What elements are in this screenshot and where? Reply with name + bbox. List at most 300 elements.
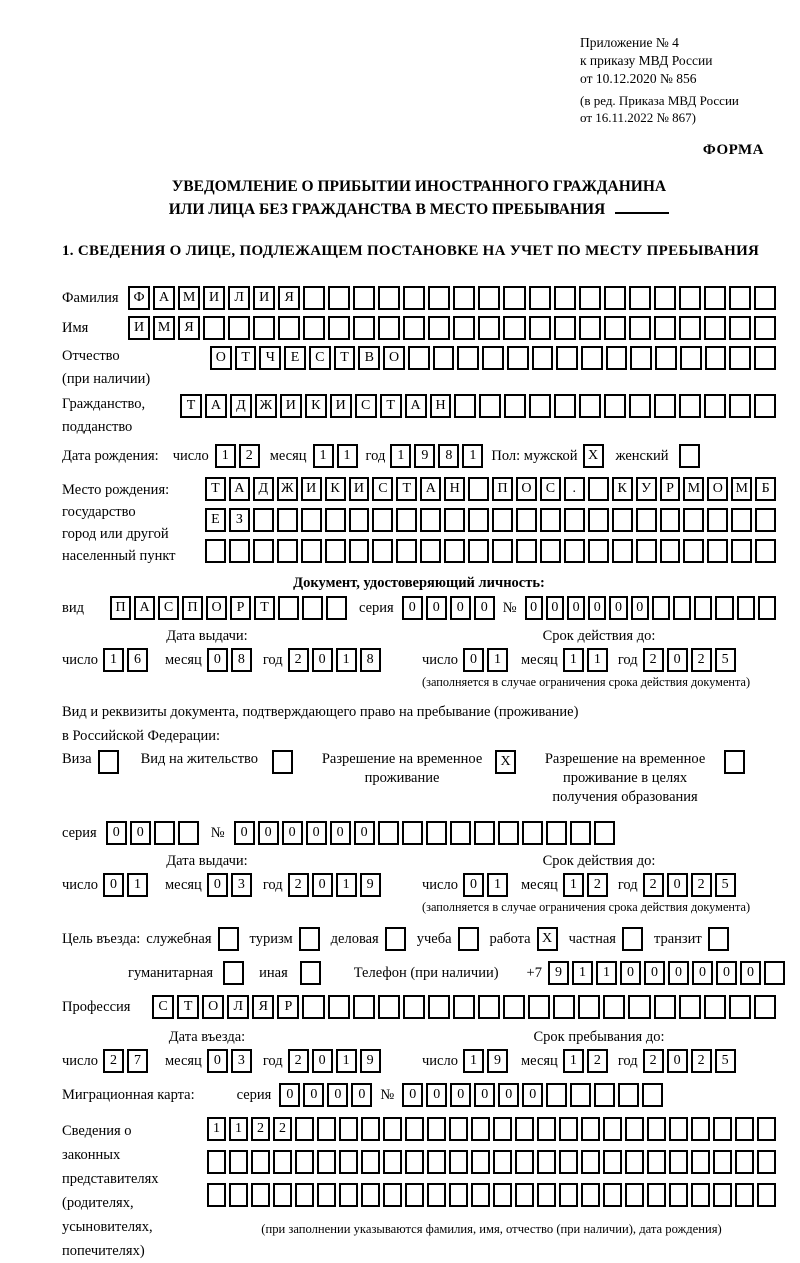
char-cell[interactable] xyxy=(731,539,752,563)
char-cell[interactable]: А xyxy=(134,596,155,620)
char-cell[interactable]: Ж xyxy=(255,394,277,418)
char-cell[interactable]: 0 xyxy=(207,873,228,897)
char-cell[interactable] xyxy=(554,286,576,310)
char-cell[interactable]: 2 xyxy=(239,444,260,468)
char-cell[interactable] xyxy=(295,1150,314,1174)
char-cell[interactable]: А xyxy=(420,477,441,501)
visa-checkbox[interactable] xyxy=(98,750,119,774)
char-cell[interactable] xyxy=(303,286,325,310)
char-cell[interactable] xyxy=(603,1150,622,1174)
char-cell[interactable]: 1 xyxy=(563,648,584,672)
char-cell[interactable] xyxy=(532,346,554,370)
char-cell[interactable]: 1 xyxy=(463,1049,484,1073)
char-cell[interactable]: Л xyxy=(227,995,249,1019)
char-cell[interactable] xyxy=(553,995,575,1019)
char-cell[interactable]: 2 xyxy=(251,1117,270,1141)
char-cell[interactable] xyxy=(503,286,525,310)
char-cell[interactable]: 0 xyxy=(450,1083,471,1107)
char-cell[interactable]: М xyxy=(731,477,752,501)
char-cell[interactable] xyxy=(301,508,322,532)
char-cell[interactable]: 1 xyxy=(336,1049,357,1073)
char-cell[interactable]: Я xyxy=(278,286,300,310)
char-cell[interactable]: 0 xyxy=(474,1083,495,1107)
temp-residence-edu-checkbox[interactable] xyxy=(724,750,745,774)
char-cell[interactable]: П xyxy=(492,477,513,501)
char-cell[interactable] xyxy=(764,961,785,985)
char-cell[interactable]: 0 xyxy=(312,648,333,672)
char-cell[interactable] xyxy=(474,821,495,845)
char-cell[interactable] xyxy=(516,539,537,563)
char-cell[interactable] xyxy=(559,1183,578,1207)
char-cell[interactable] xyxy=(383,1150,402,1174)
char-cell[interactable] xyxy=(478,316,500,340)
char-cell[interactable] xyxy=(757,1183,776,1207)
char-cell[interactable]: С xyxy=(355,394,377,418)
char-cell[interactable]: 0 xyxy=(463,648,484,672)
char-cell[interactable] xyxy=(433,346,455,370)
char-cell[interactable]: 0 xyxy=(667,648,688,672)
char-cell[interactable] xyxy=(603,995,625,1019)
char-cell[interactable]: 2 xyxy=(288,1049,309,1073)
char-cell[interactable] xyxy=(328,316,350,340)
char-cell[interactable] xyxy=(559,1150,578,1174)
char-cell[interactable]: 9 xyxy=(360,1049,381,1073)
char-cell[interactable] xyxy=(669,1183,688,1207)
char-cell[interactable]: М xyxy=(153,316,175,340)
char-cell[interactable] xyxy=(755,539,776,563)
residence-permit-checkbox[interactable] xyxy=(272,750,293,774)
char-cell[interactable] xyxy=(628,995,650,1019)
char-cell[interactable] xyxy=(427,1150,446,1174)
char-cell[interactable] xyxy=(579,286,601,310)
char-cell[interactable]: 9 xyxy=(487,1049,508,1073)
char-cell[interactable] xyxy=(570,1083,591,1107)
char-cell[interactable] xyxy=(203,316,225,340)
char-cell[interactable] xyxy=(378,286,400,310)
char-cell[interactable] xyxy=(349,508,370,532)
char-cell[interactable]: И xyxy=(203,286,225,310)
char-cell[interactable] xyxy=(478,286,500,310)
char-cell[interactable] xyxy=(679,316,701,340)
char-cell[interactable] xyxy=(528,995,550,1019)
char-cell[interactable] xyxy=(372,508,393,532)
char-cell[interactable] xyxy=(426,821,447,845)
char-cell[interactable] xyxy=(680,346,702,370)
char-cell[interactable] xyxy=(405,1150,424,1174)
char-cell[interactable] xyxy=(454,394,476,418)
char-cell[interactable] xyxy=(757,1117,776,1141)
char-cell[interactable] xyxy=(428,316,450,340)
char-cell[interactable]: 2 xyxy=(587,1049,608,1073)
char-cell[interactable] xyxy=(660,539,681,563)
char-cell[interactable] xyxy=(507,346,529,370)
char-cell[interactable] xyxy=(529,394,551,418)
char-cell[interactable]: Т xyxy=(177,995,199,1019)
char-cell[interactable]: И xyxy=(253,286,275,310)
char-cell[interactable]: 2 xyxy=(643,873,664,897)
char-cell[interactable] xyxy=(427,1117,446,1141)
char-cell[interactable] xyxy=(253,316,275,340)
char-cell[interactable] xyxy=(758,596,776,620)
char-cell[interactable] xyxy=(654,995,676,1019)
char-cell[interactable] xyxy=(754,995,776,1019)
char-cell[interactable] xyxy=(504,394,526,418)
char-cell[interactable]: 0 xyxy=(498,1083,519,1107)
char-cell[interactable] xyxy=(754,346,776,370)
char-cell[interactable]: 0 xyxy=(609,596,627,620)
char-cell[interactable] xyxy=(229,539,250,563)
char-cell[interactable] xyxy=(295,1183,314,1207)
char-cell[interactable]: 1 xyxy=(336,873,357,897)
char-cell[interactable] xyxy=(707,508,728,532)
char-cell[interactable]: С xyxy=(309,346,331,370)
char-cell[interactable] xyxy=(478,995,500,1019)
char-cell[interactable]: 0 xyxy=(306,821,327,845)
char-cell[interactable]: 8 xyxy=(360,648,381,672)
char-cell[interactable] xyxy=(546,821,567,845)
char-cell[interactable]: 0 xyxy=(312,873,333,897)
char-cell[interactable] xyxy=(428,286,450,310)
char-cell[interactable] xyxy=(612,539,633,563)
char-cell[interactable] xyxy=(604,394,626,418)
char-cell[interactable]: 0 xyxy=(106,821,127,845)
char-cell[interactable] xyxy=(729,316,751,340)
char-cell[interactable]: 0 xyxy=(282,821,303,845)
char-cell[interactable] xyxy=(679,394,701,418)
char-cell[interactable] xyxy=(403,316,425,340)
char-cell[interactable] xyxy=(564,539,585,563)
char-cell[interactable]: 0 xyxy=(450,596,471,620)
char-cell[interactable] xyxy=(449,1150,468,1174)
char-cell[interactable]: Р xyxy=(277,995,299,1019)
char-cell[interactable]: 2 xyxy=(691,648,712,672)
char-cell[interactable]: Ч xyxy=(259,346,281,370)
purpose-study-checkbox[interactable] xyxy=(458,927,479,951)
char-cell[interactable]: 0 xyxy=(303,1083,324,1107)
char-cell[interactable] xyxy=(325,508,346,532)
char-cell[interactable]: 0 xyxy=(716,961,737,985)
char-cell[interactable]: О xyxy=(206,596,227,620)
char-cell[interactable] xyxy=(450,821,471,845)
char-cell[interactable] xyxy=(731,508,752,532)
char-cell[interactable]: 0 xyxy=(234,821,255,845)
char-cell[interactable]: 0 xyxy=(103,873,124,897)
char-cell[interactable] xyxy=(479,394,501,418)
char-cell[interactable] xyxy=(559,1117,578,1141)
char-cell[interactable] xyxy=(754,286,776,310)
char-cell[interactable] xyxy=(679,995,701,1019)
char-cell[interactable] xyxy=(325,539,346,563)
purpose-tourism-checkbox[interactable] xyxy=(299,927,320,951)
char-cell[interactable] xyxy=(691,1183,710,1207)
char-cell[interactable]: 0 xyxy=(546,596,564,620)
char-cell[interactable]: 0 xyxy=(402,1083,423,1107)
char-cell[interactable] xyxy=(301,539,322,563)
char-cell[interactable]: Л xyxy=(228,286,250,310)
char-cell[interactable] xyxy=(498,821,519,845)
char-cell[interactable]: 0 xyxy=(667,1049,688,1073)
char-cell[interactable] xyxy=(612,508,633,532)
char-cell[interactable] xyxy=(383,1183,402,1207)
char-cell[interactable] xyxy=(737,596,755,620)
char-cell[interactable]: А xyxy=(405,394,427,418)
purpose-work-checkbox[interactable]: X xyxy=(537,927,558,951)
char-cell[interactable]: 8 xyxy=(231,648,252,672)
char-cell[interactable]: 0 xyxy=(207,648,228,672)
char-cell[interactable] xyxy=(683,508,704,532)
char-cell[interactable] xyxy=(420,508,441,532)
char-cell[interactable]: 0 xyxy=(588,596,606,620)
char-cell[interactable]: 0 xyxy=(567,596,585,620)
char-cell[interactable] xyxy=(328,995,350,1019)
char-cell[interactable] xyxy=(349,539,370,563)
char-cell[interactable]: О xyxy=(707,477,728,501)
char-cell[interactable] xyxy=(408,346,430,370)
char-cell[interactable] xyxy=(729,394,751,418)
char-cell[interactable] xyxy=(471,1117,490,1141)
char-cell[interactable] xyxy=(277,539,298,563)
char-cell[interactable]: Я xyxy=(178,316,200,340)
char-cell[interactable] xyxy=(444,508,465,532)
char-cell[interactable]: 1 xyxy=(487,873,508,897)
char-cell[interactable] xyxy=(229,1150,248,1174)
char-cell[interactable] xyxy=(537,1117,556,1141)
char-cell[interactable]: Я xyxy=(252,995,274,1019)
char-cell[interactable]: И xyxy=(330,394,352,418)
char-cell[interactable] xyxy=(735,1183,754,1207)
char-cell[interactable]: 0 xyxy=(330,821,351,845)
char-cell[interactable]: 1 xyxy=(103,648,124,672)
char-cell[interactable] xyxy=(492,508,513,532)
char-cell[interactable]: 1 xyxy=(337,444,358,468)
char-cell[interactable] xyxy=(449,1117,468,1141)
purpose-private-checkbox[interactable] xyxy=(622,927,643,951)
char-cell[interactable] xyxy=(326,596,347,620)
char-cell[interactable] xyxy=(317,1150,336,1174)
char-cell[interactable] xyxy=(317,1183,336,1207)
char-cell[interactable]: 0 xyxy=(668,961,689,985)
char-cell[interactable]: А xyxy=(205,394,227,418)
char-cell[interactable] xyxy=(647,1117,666,1141)
char-cell[interactable] xyxy=(603,1183,622,1207)
char-cell[interactable] xyxy=(453,316,475,340)
char-cell[interactable] xyxy=(453,286,475,310)
char-cell[interactable]: 1 xyxy=(462,444,483,468)
char-cell[interactable]: И xyxy=(280,394,302,418)
char-cell[interactable]: 0 xyxy=(474,596,495,620)
char-cell[interactable] xyxy=(471,1183,490,1207)
char-cell[interactable]: Д xyxy=(230,394,252,418)
char-cell[interactable] xyxy=(715,596,733,620)
char-cell[interactable] xyxy=(178,821,199,845)
char-cell[interactable]: Р xyxy=(660,477,681,501)
char-cell[interactable]: П xyxy=(110,596,131,620)
char-cell[interactable]: Ф xyxy=(128,286,150,310)
char-cell[interactable] xyxy=(679,286,701,310)
char-cell[interactable]: П xyxy=(182,596,203,620)
char-cell[interactable] xyxy=(515,1150,534,1174)
char-cell[interactable]: М xyxy=(683,477,704,501)
char-cell[interactable]: 1 xyxy=(336,648,357,672)
char-cell[interactable] xyxy=(328,286,350,310)
char-cell[interactable] xyxy=(515,1183,534,1207)
char-cell[interactable] xyxy=(205,539,226,563)
char-cell[interactable] xyxy=(581,1183,600,1207)
char-cell[interactable] xyxy=(546,1083,567,1107)
temp-residence-checkbox[interactable]: X xyxy=(495,750,516,774)
purpose-other-checkbox[interactable] xyxy=(300,961,321,985)
char-cell[interactable] xyxy=(673,596,691,620)
char-cell[interactable] xyxy=(636,539,657,563)
char-cell[interactable] xyxy=(707,539,728,563)
char-cell[interactable]: 9 xyxy=(360,873,381,897)
char-cell[interactable]: К xyxy=(305,394,327,418)
char-cell[interactable] xyxy=(378,821,399,845)
sex-female-checkbox[interactable] xyxy=(679,444,700,468)
char-cell[interactable]: 1 xyxy=(572,961,593,985)
char-cell[interactable]: Т xyxy=(205,477,226,501)
char-cell[interactable] xyxy=(564,508,585,532)
char-cell[interactable] xyxy=(516,508,537,532)
char-cell[interactable] xyxy=(625,1183,644,1207)
char-cell[interactable]: . xyxy=(564,477,585,501)
char-cell[interactable] xyxy=(273,1150,292,1174)
char-cell[interactable]: Е xyxy=(205,508,226,532)
char-cell[interactable]: 5 xyxy=(715,873,736,897)
char-cell[interactable] xyxy=(713,1183,732,1207)
char-cell[interactable]: 9 xyxy=(548,961,569,985)
char-cell[interactable] xyxy=(277,508,298,532)
char-cell[interactable] xyxy=(378,316,400,340)
char-cell[interactable]: 2 xyxy=(288,648,309,672)
char-cell[interactable] xyxy=(251,1150,270,1174)
char-cell[interactable] xyxy=(468,539,489,563)
char-cell[interactable] xyxy=(468,477,489,501)
char-cell[interactable]: 0 xyxy=(258,821,279,845)
char-cell[interactable] xyxy=(570,821,591,845)
char-cell[interactable] xyxy=(295,1117,314,1141)
char-cell[interactable] xyxy=(251,1183,270,1207)
char-cell[interactable]: 2 xyxy=(643,1049,664,1073)
char-cell[interactable] xyxy=(154,821,175,845)
char-cell[interactable] xyxy=(588,477,609,501)
char-cell[interactable] xyxy=(428,995,450,1019)
char-cell[interactable] xyxy=(655,346,677,370)
char-cell[interactable]: Т xyxy=(254,596,275,620)
char-cell[interactable]: И xyxy=(349,477,370,501)
purpose-commercial-checkbox[interactable] xyxy=(385,927,406,951)
char-cell[interactable] xyxy=(757,1150,776,1174)
char-cell[interactable]: 0 xyxy=(740,961,761,985)
char-cell[interactable] xyxy=(353,995,375,1019)
char-cell[interactable]: Т xyxy=(334,346,356,370)
char-cell[interactable] xyxy=(228,316,250,340)
char-cell[interactable]: 8 xyxy=(438,444,459,468)
char-cell[interactable] xyxy=(713,1150,732,1174)
char-cell[interactable] xyxy=(618,1083,639,1107)
char-cell[interactable] xyxy=(652,596,670,620)
char-cell[interactable]: К xyxy=(612,477,633,501)
char-cell[interactable] xyxy=(579,316,601,340)
char-cell[interactable]: 0 xyxy=(667,873,688,897)
char-cell[interactable] xyxy=(303,316,325,340)
char-cell[interactable]: Ж xyxy=(277,477,298,501)
char-cell[interactable] xyxy=(482,346,504,370)
char-cell[interactable]: 3 xyxy=(231,873,252,897)
char-cell[interactable]: 1 xyxy=(596,961,617,985)
char-cell[interactable] xyxy=(403,286,425,310)
char-cell[interactable]: О xyxy=(383,346,405,370)
char-cell[interactable] xyxy=(353,316,375,340)
char-cell[interactable]: 1 xyxy=(563,1049,584,1073)
char-cell[interactable] xyxy=(253,539,274,563)
char-cell[interactable] xyxy=(629,316,651,340)
char-cell[interactable]: 2 xyxy=(691,873,712,897)
char-cell[interactable] xyxy=(556,346,578,370)
char-cell[interactable]: С xyxy=(372,477,393,501)
char-cell[interactable] xyxy=(647,1183,666,1207)
char-cell[interactable]: 0 xyxy=(463,873,484,897)
char-cell[interactable] xyxy=(444,539,465,563)
char-cell[interactable] xyxy=(735,1150,754,1174)
char-cell[interactable]: Т xyxy=(180,394,202,418)
char-cell[interactable] xyxy=(642,1083,663,1107)
char-cell[interactable] xyxy=(754,394,776,418)
char-cell[interactable]: 0 xyxy=(631,596,649,620)
char-cell[interactable] xyxy=(493,1150,512,1174)
char-cell[interactable] xyxy=(669,1117,688,1141)
char-cell[interactable]: Т xyxy=(380,394,402,418)
char-cell[interactable] xyxy=(317,1117,336,1141)
char-cell[interactable]: О xyxy=(516,477,537,501)
char-cell[interactable] xyxy=(604,316,626,340)
char-cell[interactable]: 7 xyxy=(127,1049,148,1073)
char-cell[interactable]: 1 xyxy=(587,648,608,672)
char-cell[interactable] xyxy=(427,1183,446,1207)
char-cell[interactable] xyxy=(468,508,489,532)
char-cell[interactable] xyxy=(704,286,726,310)
char-cell[interactable] xyxy=(453,995,475,1019)
char-cell[interactable] xyxy=(691,1117,710,1141)
char-cell[interactable] xyxy=(691,1150,710,1174)
char-cell[interactable] xyxy=(654,286,676,310)
char-cell[interactable] xyxy=(372,539,393,563)
char-cell[interactable] xyxy=(683,539,704,563)
char-cell[interactable] xyxy=(378,995,400,1019)
char-cell[interactable] xyxy=(713,1117,732,1141)
char-cell[interactable] xyxy=(540,508,561,532)
sex-male-checkbox[interactable]: X xyxy=(583,444,604,468)
char-cell[interactable] xyxy=(629,286,651,310)
char-cell[interactable] xyxy=(581,1150,600,1174)
char-cell[interactable] xyxy=(594,1083,615,1107)
char-cell[interactable] xyxy=(581,346,603,370)
char-cell[interactable] xyxy=(396,508,417,532)
char-cell[interactable]: Б xyxy=(755,477,776,501)
char-cell[interactable]: 2 xyxy=(643,648,664,672)
char-cell[interactable] xyxy=(522,821,543,845)
char-cell[interactable] xyxy=(578,995,600,1019)
char-cell[interactable] xyxy=(660,508,681,532)
char-cell[interactable] xyxy=(405,1117,424,1141)
char-cell[interactable]: Н xyxy=(430,394,452,418)
char-cell[interactable] xyxy=(654,394,676,418)
char-cell[interactable]: С xyxy=(158,596,179,620)
purpose-business-checkbox[interactable] xyxy=(218,927,239,951)
char-cell[interactable] xyxy=(493,1183,512,1207)
char-cell[interactable] xyxy=(529,286,551,310)
char-cell[interactable] xyxy=(604,286,626,310)
